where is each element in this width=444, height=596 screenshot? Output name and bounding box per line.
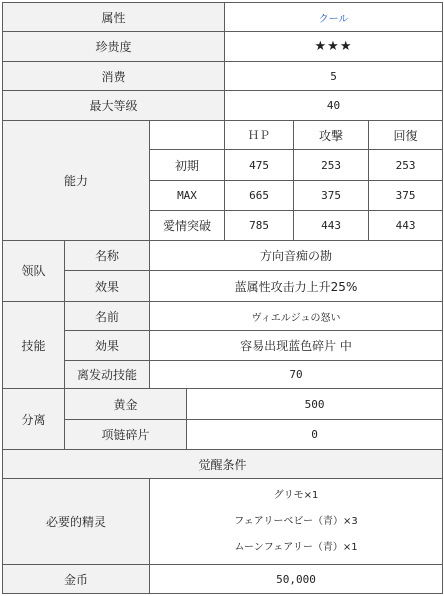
skill-label: 技能 (3, 301, 65, 388)
stats-label: 能力 (3, 120, 150, 240)
stats-attack-value: 443 (294, 211, 369, 240)
skill-effect-row (3, 331, 443, 360)
stats-recovery-value: 443 (369, 211, 443, 240)
attribute-label: 属性 (3, 3, 225, 32)
stats-recovery-value: 375 (369, 180, 443, 211)
stats-hp-value: 785 (225, 211, 294, 240)
rarity-label: 珍贵度 (3, 32, 225, 61)
leader-effect-row (3, 271, 443, 302)
required-spirit-item: フェアリーベビー（青）×3 (234, 515, 358, 527)
awakening-required-label: 必要的精灵 (3, 478, 150, 564)
skill-name-value: ヴィエルジュの怒い (150, 301, 443, 330)
separation-shards-label: 项链碎片 (65, 419, 187, 450)
cost-value: 5 (225, 61, 443, 90)
stats-corner-cell (150, 120, 225, 149)
leader-label: 领队 (3, 240, 65, 301)
stats-attack-value: 375 (294, 180, 369, 211)
awakening-coins-row (3, 565, 443, 594)
stats-recovery-value: 253 (369, 150, 443, 181)
awakening-required-row (3, 478, 443, 564)
awakening-title-row (3, 450, 443, 478)
skill-name-label: 名前 (65, 301, 150, 330)
stats-header-attack: 攻撃 (294, 120, 369, 149)
awakening-required-list (150, 478, 443, 564)
awakening-coins-value: 50,000 (150, 565, 443, 594)
skill-effect-label: 効果 (65, 331, 150, 360)
separation-shards-value: 0 (187, 419, 443, 450)
stats-hp-value: 665 (225, 180, 294, 211)
max-level-label: 最大等级 (3, 91, 225, 120)
stats-hp-value: 475 (225, 150, 294, 181)
skill-effect-value: 容易出现蓝色碎片 中 (150, 331, 443, 360)
stats-header-row (3, 120, 443, 149)
cost-label: 消费 (3, 61, 225, 90)
awakening-coins-label: 金币 (3, 565, 150, 594)
skill-name-row (3, 301, 443, 330)
stats-row-name: 愛情突破 (150, 211, 225, 240)
stats-header-recovery: 回復 (369, 120, 443, 149)
stats-row-name: MAX (150, 180, 225, 211)
attribute-value: クール (225, 3, 443, 32)
separation-gold-row (3, 389, 443, 420)
attribute-row (3, 3, 443, 32)
stats-row-name: 初期 (150, 150, 225, 181)
separation-gold-label: 黄金 (65, 389, 187, 420)
stats-attack-value: 253 (294, 150, 369, 181)
leader-name-row (3, 240, 443, 271)
leader-name-label: 名称 (65, 240, 150, 271)
stats-header-hp: ＨＰ (225, 120, 294, 149)
max-level-row (3, 91, 443, 120)
rarity-row (3, 32, 443, 61)
max-level-value: 40 (225, 91, 443, 120)
required-spirit-item: グリモ×1 (273, 489, 319, 501)
skill-trigger-label: 离发动技能 (65, 360, 150, 388)
separation-label: 分离 (3, 389, 65, 450)
separation-shards-row (3, 419, 443, 450)
required-spirit-item: ムーンフェアリー（青）×1 (234, 541, 358, 553)
separation-gold-value: 500 (187, 389, 443, 420)
leader-effect-value: 蓝属性攻击力上升25% (150, 271, 443, 302)
card-info-table (2, 2, 443, 594)
leader-effect-label: 效果 (65, 271, 150, 302)
rarity-stars: ★★★ (225, 32, 443, 61)
leader-name-value: 方向音痴の勘 (150, 240, 443, 271)
awakening-title: 觉醒条件 (3, 450, 443, 478)
skill-trigger-value: 70 (150, 360, 443, 388)
skill-trigger-row (3, 360, 443, 388)
cost-row (3, 61, 443, 90)
